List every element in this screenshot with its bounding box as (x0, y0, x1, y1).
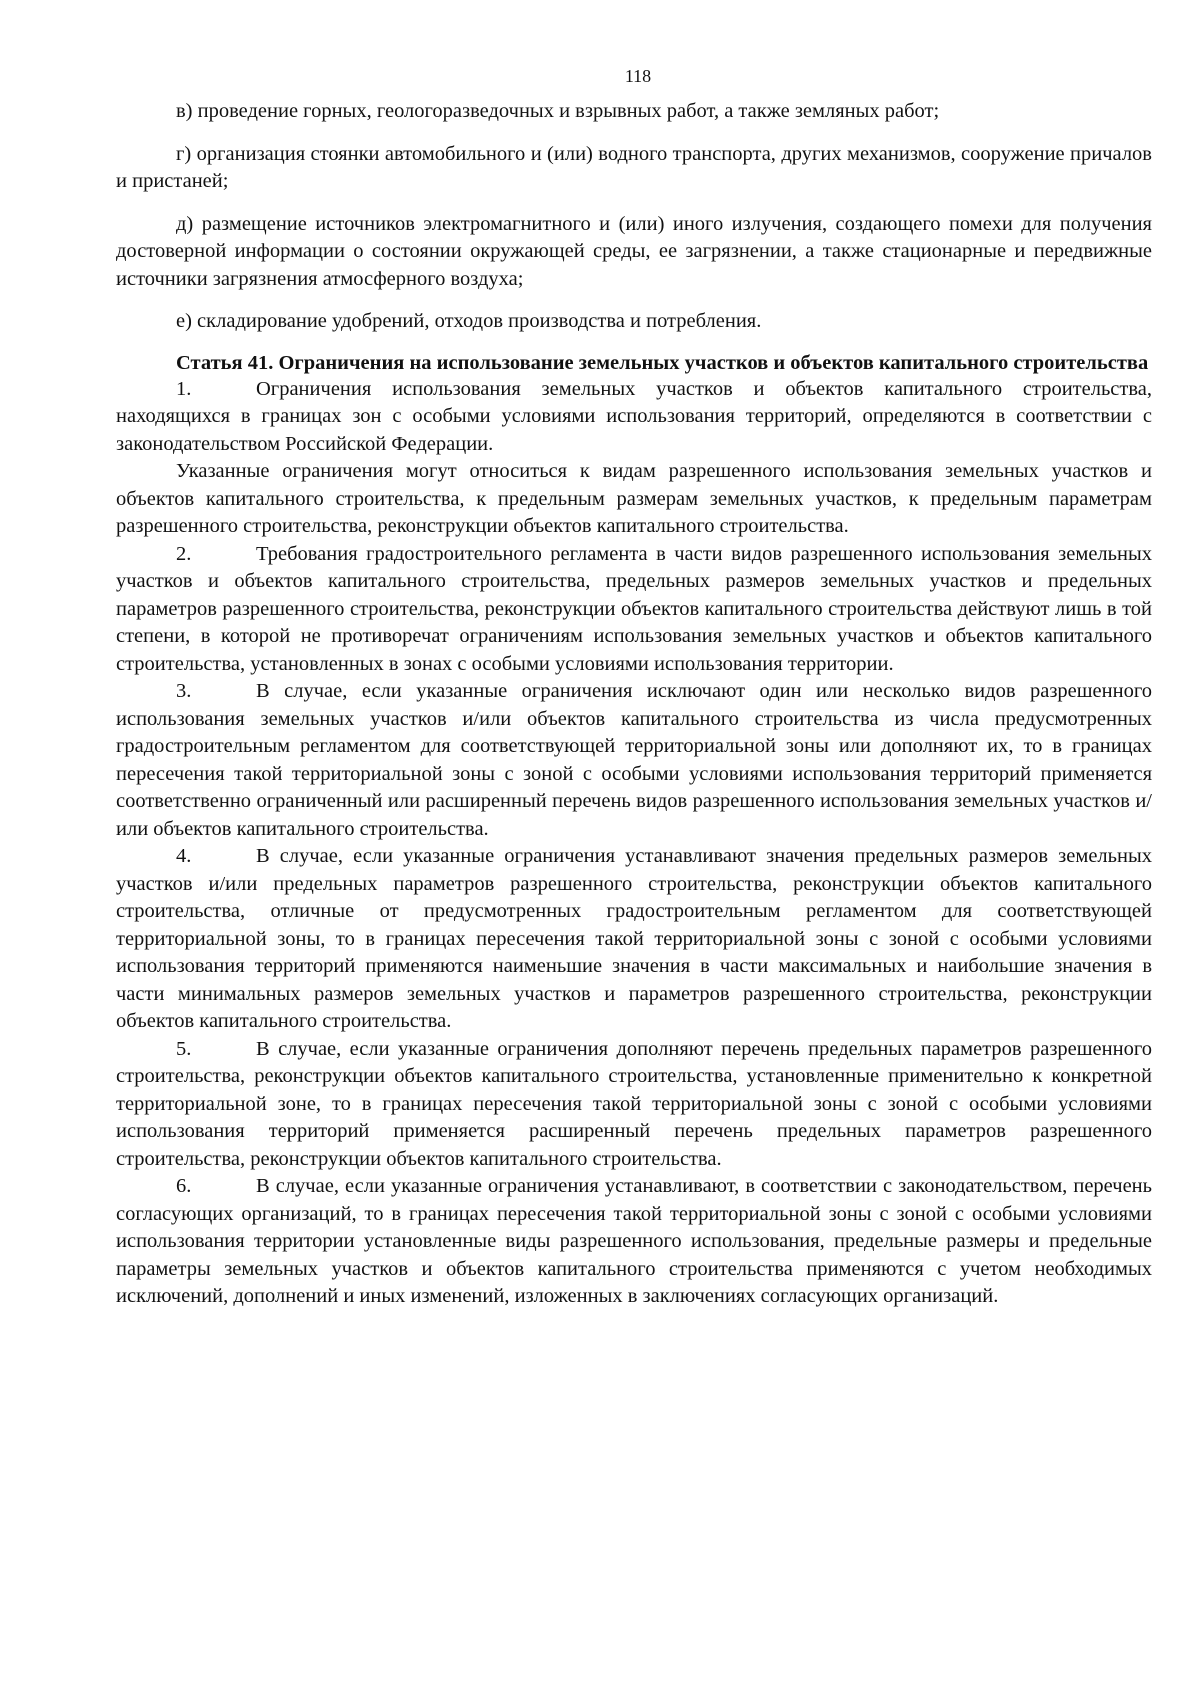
paragraph-number: 1. (176, 377, 192, 400)
paragraph-text: В случае, если указанные ограничения дополняют перечень предельных параметров разрешенного строительства, реконструкции объектов капитального строительства, установленные применительно к конкретной территориальной зоне, то в границах пересечения такой территориальной зоны с зоной с особыми условиями использования территорий применяется расширенный перечень предельных параметров разрешенного строительства, реконструкции объектов капитального строительства. (116, 1037, 1152, 1170)
paragraph-text: В случае, если указанные ограничения исключают один или несколько видов разрешенного использования земельных участков и/или объектов капитального строительства из числа предусмотренных градостроительным регламентом для соответствующей территориальной зоны или дополняют их, то в границах пересечения такой территориальной зоны с зоной с особыми условиями использования территорий применяется соответственно ограниченный или расширенный перечень видов разрешенного использования земельных участков и/или объектов капитального строительства. (116, 680, 1152, 840)
list-item-v: в) проведение горных, геологоразведочных и взрывных работ, а также земляных работ; (176, 100, 940, 122)
list-item-g: г) организация стоянки автомобильного и (или) водного транспорта, других механизмов, сооружение причалов и пристаней; (116, 142, 1152, 192)
paragraph-text: Указанные ограничения могут относиться к видам разрешенного использования земельных участков и объектов капитального строительства, к предельным размерам земельных участков, к предельным параметрам разрешенного строительства, реконструкции объектов капитального строительства. (116, 460, 1152, 537)
article-paragraph-1-cont (116, 458, 1152, 541)
paragraph-number: 6. (176, 1175, 192, 1197)
article-paragraph-2 (116, 541, 1152, 679)
paragraph-number: 2. (176, 542, 192, 565)
article-paragraph-4 (116, 843, 1152, 1036)
article-paragraph-5 (116, 1036, 1152, 1174)
page-number: 118 (624, 66, 652, 86)
list-item-d: д) размещение источников электромагнитного и (или) иного излучения, создающего помехи для получения достоверной информации о состоянии окружающей среды, ее загрязнении, а также стационарные и передвижные источники загрязнения атмосферного воздуха; (116, 212, 1152, 290)
paragraph-text: В случае, если указанные ограничения устанавливают значения предельных размеров земельных участков и/или предельных параметров разрешенного строительства, реконструкции объектов капитального строительства, отличные от предусмотренных градостроительным регламентом для соответствующей территориальной зоны, то в границах пересечения такой территориальной зоны с зоной с особыми условиями использования территорий применяются наименьшие значения в части максимальных и наибольшие значения в части минимальных размеров земельных участков и параметров разрешенного строительства, реконструкции объектов капитального строительства. (116, 845, 1152, 1032)
document-page (116, 64, 1152, 1311)
article-paragraph-6 (116, 1173, 1152, 1311)
article-paragraph-3 (116, 678, 1152, 843)
paragraph-number: 4. (176, 845, 192, 867)
article-heading: Статья 41. Ограничения на использование земельных участков и объектов капитального строительства (176, 351, 1149, 374)
list-item-e: е) складирование удобрений, отходов производства и потребления. (176, 310, 762, 332)
paragraph-text: Требования градостроительного регламента в части видов разрешенного использования земельных участков и объектов капитального строительства, предельных размеров земельных участков и предельных параметров разрешенного строительства, реконструкции объектов капитального строительства действуют лишь в той степени, в которой не противоречат ограничениям использования земельных участков и объектов капитального строительства, установленных в зонах с особыми условиями использования территории. (116, 542, 1152, 675)
paragraph-number: 3. (176, 680, 192, 702)
paragraph-text: Ограничения использования земельных участков и объектов капитального строительства, находящихся в границах зон с особыми условиями использования территорий, определяются в соответствии с законодательством Российской Федерации. (116, 377, 1152, 455)
paragraph-number: 5. (176, 1037, 192, 1060)
paragraph-text: В случае, если указанные ограничения устанавливают, в соответствии с законодательством, перечень согласующих организаций, то в границах пересечения такой территориальной зоны с зоной с особыми условиями использования территории установленные виды разрешенного использования, предельные размеры и предельные параметры земельных участков и объектов капитального строительства применяются с учетом необходимых исключений, дополнений и иных изменений, изложенных в заключениях согласующих организаций. (116, 1175, 1152, 1307)
article-paragraph-1 (116, 376, 1152, 459)
